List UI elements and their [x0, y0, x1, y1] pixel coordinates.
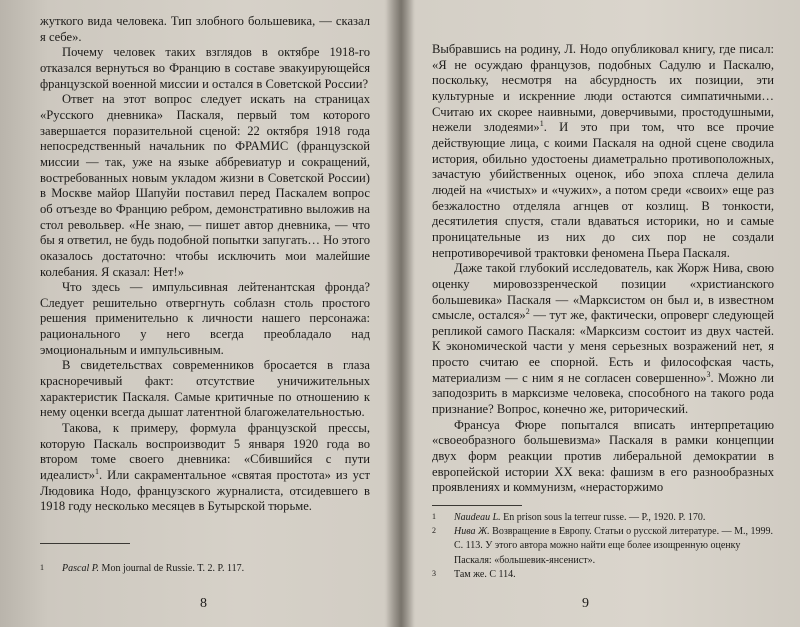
paragraph: Такова, к примеру, формула французской прессы, которую Паскаль воспроизводит 5 января 1920 года во втором томе своего дневника: «Сбившийся с пути идеалист»$^1$. Или сакраментальное «святая простота» из уст Людовика Нодо, французского журналиста, отсидевшего в 1918 году несколько месяцев в Бутырской тюрьме. — [40, 421, 370, 514]
paragraph: Даже такой глубокий исследователь, как Жорж Нива, свою оценку мировоззренческой позиции «христианского большевика» Паскаля — «Марксистом он был и, в известном смысле, остался»$^2$ — тут же, фактически, опроверг следующей репликой самого Паскаля: «Марксизм состоит из двух частей. К экономической части у меня серьезных возражений нет, я просто считаю ее спорной. Есть и философская часть, материализм — с ним я не согласен совершенно»$^3$. Можно ли заподозрить в марксизме человека, способного на такого рода признание? Вопрос, конечно же, риторический. — [432, 261, 774, 417]
footnote-ref: 1 — [539, 119, 544, 129]
right-footnotes — [432, 511, 774, 582]
paragraph: В свидетельствах современников бросается в глаза красноречивый факт: отсутствие уничижительных характеристик Паскаля. Самые критичные по отношению к нему оценки всегда дышат латентной благожелательностью. — [40, 358, 370, 420]
footnote-ref: 2 — [525, 306, 530, 316]
paragraph: Что здесь — импульсивная лейтенантская фронда? Следует решительно отвергнуть соблазн столь простого решения применительно к личности нашего персонажа: рационального у него всегда преобладало над эмоциональным и импульсивным. — [40, 280, 370, 357]
footnote: 1 Pascal P. Mon journal de Russie. T. 2. P. 117. — [40, 563, 245, 574]
footnote-ref: 3 — [706, 369, 711, 379]
paragraph: Почему человек таких взглядов в октябре 1918-го отказался вернуться во Францию в составе эвакуирующейся французской военной миссии и остался в Советской России? — [40, 45, 370, 91]
page-number: 8 — [200, 596, 207, 611]
footnote-rule — [40, 543, 130, 544]
left-footnotes — [40, 562, 370, 576]
paragraph: Ответ на этот вопрос следует искать на страницах «Русского дневника» Паскаля, первый том которого завершается поразительной сценой: 22 октября 1918 года непосредственный начальник по ФРАМИС (французской миссии — так, уже на языке аббревиатур и сокращений, востребованных новым укладом жизни в Советской России) в Москве майор Шапуйи поставил перед Паскалем вопрос об отъезде во Францию ребром, демонстративно выложив на стол револьвер. «Не знаю, — пишет автор дневника, — что бы я ответил, не будь подобной попытки запугать… Но этого оказалось достаточно: чтобы исключить мои малейшие колебания. Я сказал: Нет!» — [40, 92, 370, 279]
footnote-rule — [432, 505, 522, 506]
paragraph: Выбравшись на родину, Л. Нодо опубликовал книгу, где писал: «Я не осуждаю французов, подобных Садулю и Паскалю, поскольку, несмотря на абсурдность их позиции, эти культурные и искренние люди остаются симпатичными… Считаю их скорее наивными, доверчивыми, простодушными, нежели злодеями»$^1$. И это при том, что все прочие действующие лица, с коими Паскаля на одной сцене сводила история, обильно удостоены диаметрально противоположных, зачастую убийственных оценок, ибо эпоха сплеча делила людей на «чистых» и «чужих», а потом среди «своих» еще раз безжалостно отделяла агнцев от козлищ. В тонкости, десятилетия спустя, стали вдаваться историки, но и самые проницательные из них до сих пор не создали непротиворечивой трактовки феномена Пьера Паскаля. — [432, 42, 774, 260]
footnote: 1 Naudeau L. En prison sous la terreur russe. — P., 1920. P. 170. — [432, 512, 706, 523]
page-number: 9 — [582, 596, 589, 611]
paragraph: жуткого вида человека. Тип злобного большевика, — сказал я себе». — [40, 14, 370, 44]
right-page-body — [432, 42, 774, 496]
left-page — [0, 0, 398, 627]
right-page — [402, 0, 800, 627]
paragraph: Франсуа Фюре попытался вписать интерпретацию «своеобразного большевизма» Паскаля в рамки концепции двух форм реакции против либеральной демократии в европейской истории XX века: фашизм в его разнообразных проявлениях и коммунизм, «нерасторжимо — [432, 417, 774, 495]
footnote: 2 Нива Ж. Возвращение в Европу. Статьи о русской литературе. — М., 1999. С. 113. У этого автора можно найти еще более изощренную оценку Паскаля: «большевик-янсенист». — [432, 526, 773, 566]
footnote: 3 Там же. С 114. — [432, 568, 516, 580]
left-page-body — [40, 14, 370, 515]
footnote-ref: 1 — [95, 466, 100, 476]
